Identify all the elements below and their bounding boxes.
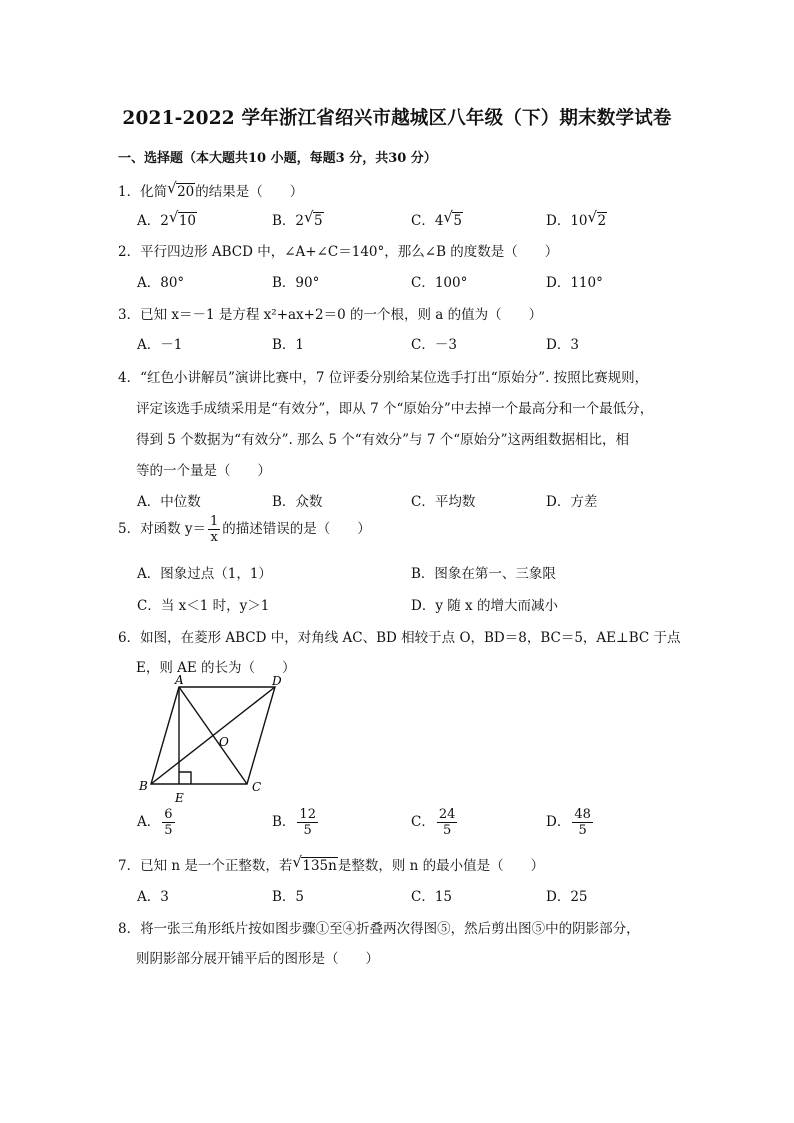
q2-option-d[interactable]: D．110° xyxy=(546,275,603,291)
sqrt-symbol: √ 5 xyxy=(304,208,323,229)
point-label-a: A xyxy=(175,675,184,687)
fraction-numerator: 6 xyxy=(164,807,173,822)
q5-option-d[interactable]: D．y 随 x 的增大而减小 xyxy=(411,598,558,614)
fraction-numerator: 48 xyxy=(574,807,591,822)
point-label-e: E xyxy=(175,791,184,805)
q1-option-a[interactable] xyxy=(137,209,197,229)
q7-option-b[interactable]: B．5 xyxy=(272,889,305,905)
question-4-line-3: 得到 5 个数据为“有效分”. 那么 5 个“有效分”与 7 个“原始分”这两组数据相比，相 xyxy=(136,432,630,448)
q4-option-d[interactable]: D．方差 xyxy=(546,494,598,510)
option-label: B． xyxy=(272,814,296,830)
question-6-line-1: 6．如图，在菱形 ABCD 中，对角线 AC、BD 相较于点 O，BD＝8，BC＝5，AE⊥BC 于点 xyxy=(118,630,681,646)
sqrt-symbol: √ 135n xyxy=(292,853,337,874)
q7-option-c[interactable]: C．15 xyxy=(411,889,453,905)
fraction-denominator: 5 xyxy=(578,823,587,838)
q4-option-c[interactable]: C．平均数 xyxy=(411,494,476,510)
question-7-prefix: 7．已知 n 是一个正整数，若 xyxy=(118,858,293,874)
q5-option-a[interactable]: A．图象过点（1，1） xyxy=(137,566,272,582)
option-radicand: 2 xyxy=(597,213,607,229)
q2-option-a[interactable]: A．80° xyxy=(137,275,185,291)
rhombus-diagram xyxy=(135,675,295,805)
sqrt-symbol: √ 5 xyxy=(443,208,463,229)
right-angle-mark xyxy=(179,772,191,784)
q3-option-a[interactable]: A．－1 xyxy=(137,337,183,353)
question-4-line-4: 等的一个量是（ ） xyxy=(136,463,271,479)
point-label-c: C xyxy=(252,780,262,794)
q1-option-c[interactable] xyxy=(411,209,463,229)
section-heading: 一、选择题（本大题共10 小题，每题3 分，共30 分） xyxy=(118,151,437,166)
q7-option-a[interactable]: A．3 xyxy=(137,889,169,905)
rhombus-figure xyxy=(135,675,295,805)
question-6-line-2: E，则 AE 的长为（ ） xyxy=(136,660,296,676)
option-label: B．2 xyxy=(272,213,305,229)
q2-option-c[interactable]: C．100° xyxy=(411,275,468,291)
question-8-line-1: 8．将一张三角形纸片按如图步骤①至④折叠两次得图⑤，然后剪出图⑤中的阴影部分， xyxy=(118,921,640,937)
fraction-numerator: 12 xyxy=(299,807,316,822)
fraction-denominator: 5 xyxy=(303,823,312,838)
option-radicand: 5 xyxy=(314,213,323,229)
q3-option-b[interactable]: B．1 xyxy=(272,337,305,353)
fraction xyxy=(162,808,174,837)
q6-option-d[interactable] xyxy=(546,808,595,837)
option-label: A．2 xyxy=(137,213,169,229)
q2-option-b[interactable]: B．90° xyxy=(272,275,320,291)
fraction-denominator: 5 xyxy=(442,823,452,838)
sqrt-symbol: √ 20 xyxy=(167,179,195,200)
q6-option-b[interactable] xyxy=(272,808,320,837)
point-label-b: B xyxy=(139,779,148,793)
option-label: D．10 xyxy=(546,213,588,229)
q1-option-d[interactable] xyxy=(546,209,607,229)
question-5 xyxy=(118,515,371,544)
fraction xyxy=(208,515,220,544)
question-7-suffix: 是整数，则 n 的最小值是（ ） xyxy=(337,858,545,874)
q4-option-a[interactable]: A．中位数 xyxy=(137,494,201,510)
fraction-denominator: 5 xyxy=(164,823,173,838)
point-label-o: O xyxy=(219,735,229,749)
question-5-suffix: 的描述错误的是（ ） xyxy=(222,521,371,537)
question-1-prefix: 1．化简 xyxy=(118,184,168,200)
question-1 xyxy=(118,180,303,200)
diagonal-bd xyxy=(151,687,275,784)
fraction-numerator: 24 xyxy=(438,807,456,822)
fraction-denominator: x xyxy=(210,530,218,545)
q6-option-a[interactable] xyxy=(137,808,177,837)
fraction xyxy=(572,808,593,837)
question-2: 2．平行四边形 ABCD 中，∠A+∠C＝140°，那么∠B 的度数是（ ） xyxy=(118,244,559,260)
question-8-line-2: 则阴影部分展开铺平后的图形是（ ） xyxy=(136,951,379,967)
q4-option-b[interactable]: B．众数 xyxy=(272,494,323,510)
option-radicand: 10 xyxy=(178,213,197,229)
point-label-d: D xyxy=(272,675,282,688)
q5-option-b[interactable]: B．图象在第一、三象限 xyxy=(411,566,556,582)
question-7 xyxy=(118,854,544,874)
q6-option-c[interactable] xyxy=(411,808,459,837)
question-4-line-1: 4．“红色小讲解员”演讲比赛中，7 位评委分别给某位选手打出“原始分”. 按照比赛规则， xyxy=(118,370,649,386)
q1-option-b[interactable] xyxy=(272,209,324,229)
page-title: 2021-2022 学年浙江省绍兴市越城区八年级（下）期末数学试卷 xyxy=(122,108,672,129)
question-1-suffix: 的结果是（ ） xyxy=(195,184,304,200)
question-7-radicand: 135n xyxy=(302,858,337,874)
option-label: C． xyxy=(411,814,435,830)
q5-option-c[interactable]: C．当 x＜1 时，y＞1 xyxy=(137,598,270,614)
q3-option-d[interactable]: D．3 xyxy=(546,337,579,353)
sqrt-symbol: √ 10 xyxy=(168,208,197,229)
sqrt-symbol: √ 2 xyxy=(587,208,607,229)
option-radicand: 5 xyxy=(453,213,463,229)
q7-option-d[interactable]: D．25 xyxy=(546,889,588,905)
question-5-prefix: 5．对函数 y＝ xyxy=(118,521,207,537)
q3-option-c[interactable]: C．－3 xyxy=(411,337,457,353)
option-label: A． xyxy=(137,814,161,830)
question-1-radicand: 20 xyxy=(177,184,195,200)
fraction xyxy=(297,808,318,837)
fraction xyxy=(437,808,458,837)
fraction-numerator: 1 xyxy=(210,514,219,529)
question-3: 3．已知 x＝－1 是方程 x²+ax+2＝0 的一个根，则 a 的值为（ ） xyxy=(118,307,543,323)
question-4-line-2: 评定该选手成绩采用是“有效分”，即从 7 个“原始分”中去掉一个最高分和一个最低分， xyxy=(136,401,654,417)
option-label: C．4 xyxy=(411,213,444,229)
option-label: D． xyxy=(546,814,571,830)
